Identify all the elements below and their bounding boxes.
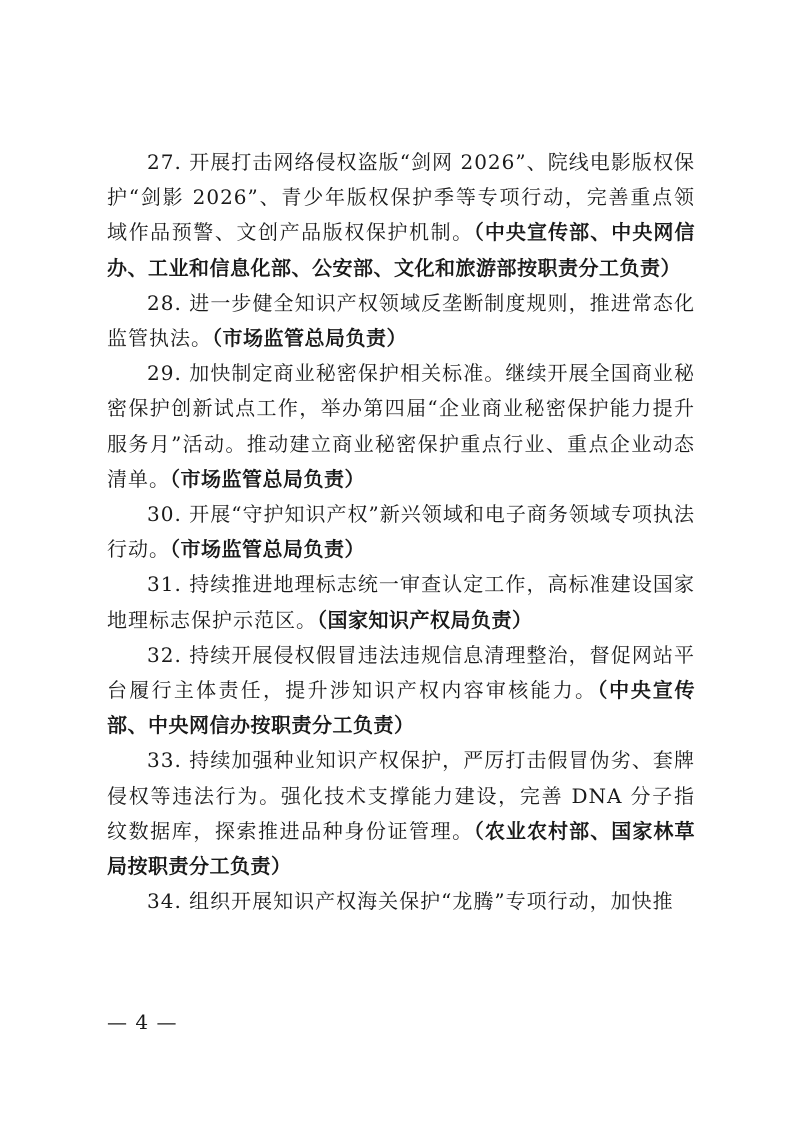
paragraph-text: 34. 组织开展知识产权海关保护“龙腾”专项行动，加快推 (147, 889, 674, 914)
paragraph-28 (107, 286, 695, 356)
paragraph-33 (107, 743, 695, 884)
page-number: — 4 — (107, 1010, 178, 1034)
responsibility-note: （市场监管总局负责） (212, 326, 407, 351)
paragraph-text: 27. 开展打击网络侵权盗版“剑网 2026”、院线电影版权保护“剑影 2026”、青少年版权保护季等专项行动，完善重点领域作品预警、文创产品版权保护机制。 (107, 150, 695, 245)
paragraph-29 (107, 356, 695, 497)
paragraph-27 (107, 145, 695, 286)
paragraph-30 (107, 497, 695, 567)
paragraph-31 (107, 567, 695, 637)
paragraph-text: 33. 持续加强种业知识产权保护，严厉打击假冒伪劣、套牌侵权等违法行为。强化技术支撑能力建设，完善 DNA 分子指纹数据库，探索推进品种身份证管理。 (107, 748, 695, 843)
responsibility-note: （国家知识产权局负责） (317, 607, 533, 632)
responsibility-note: （中央宣传部、中央网信办按职责分工负责） (107, 678, 696, 738)
paragraph-text: 30. 开展“守护知识产权”新兴领域和电子商务领域专项执法行动。 (107, 502, 695, 562)
responsibility-note: （市场监管总局负责） (170, 537, 365, 562)
paragraph-text: 28. 进一步健全知识产权领域反垄断制度规则，推进常态化监管执法。 (107, 290, 695, 351)
responsibility-note: （中央宣传部、中央网信办、工业和信息化部、公安部、文化和旅游部按职责分工负责） (107, 220, 696, 280)
paragraph-text: 29. 加快制定商业秘密保护相关标准。继续开展全国商业秘密保护创新试点工作，举办第四届“企业商业秘密保护能力提升服务月”活动。推动建立商业秘密保护重点行业、重点企业动态清单。 (107, 361, 695, 491)
paragraph-32 (107, 638, 695, 744)
responsibility-note: （农业农村部、国家林草局按职责分工负责） (107, 818, 696, 879)
responsibility-note: （市场监管总局负责） (170, 466, 365, 491)
document-body (107, 145, 695, 919)
paragraph-text: 31. 持续推进地理标志统一审查认定工作，高标准建设国家地理标志保护示范区。 (107, 572, 695, 632)
paragraph-34 (107, 884, 695, 919)
paragraph-text: 32. 持续开展侵权假冒违法违规信息清理整治，督促网站平台履行主体责任，提升涉知识产权内容审核能力。 (107, 642, 695, 703)
